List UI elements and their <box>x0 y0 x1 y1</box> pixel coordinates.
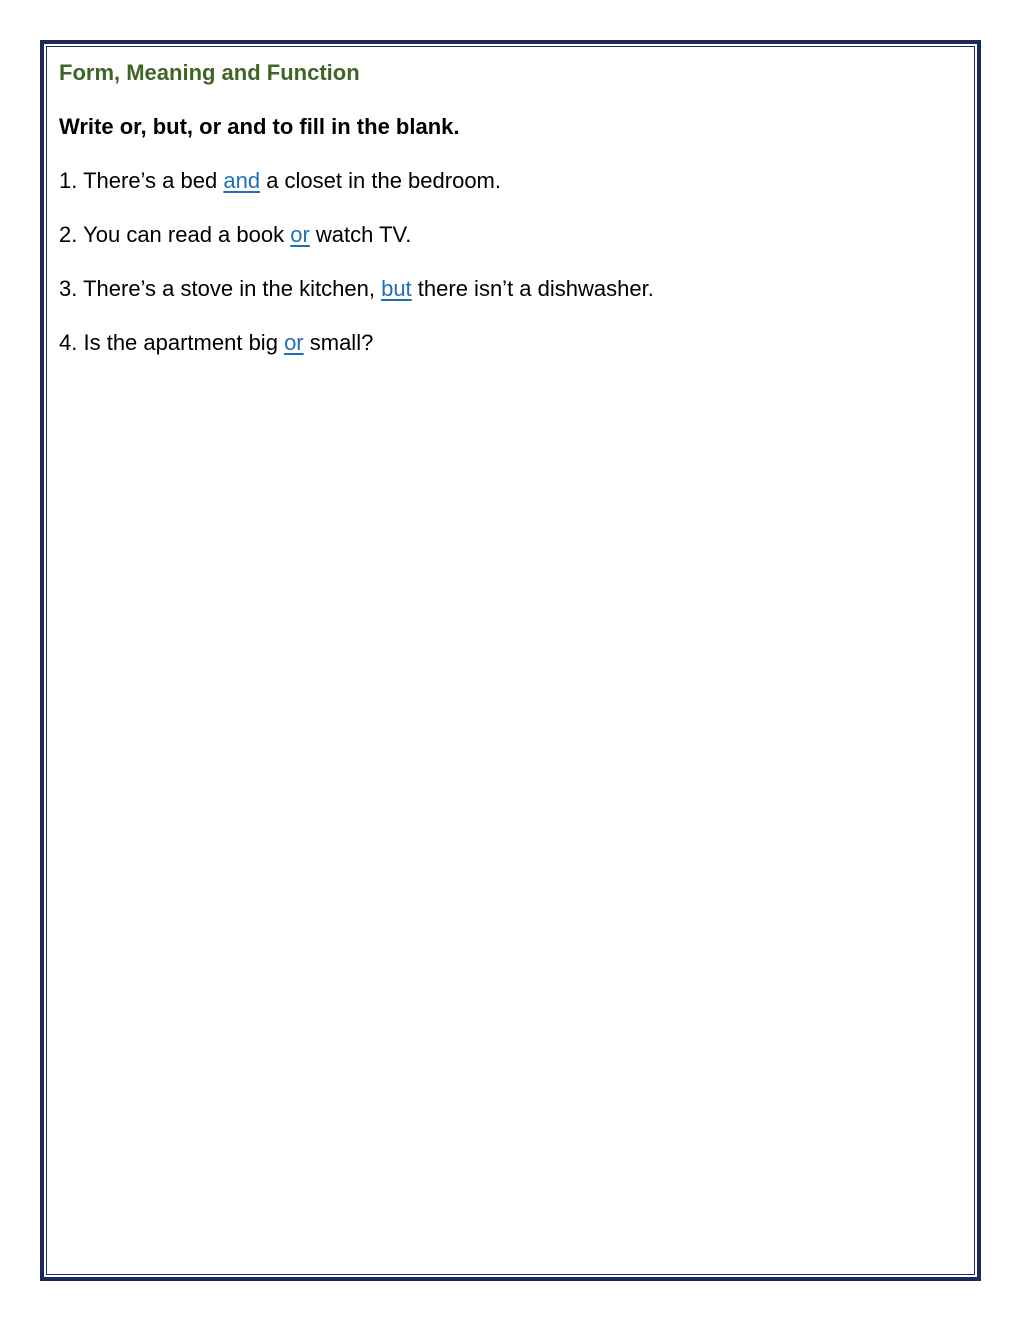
exercise-item-2 <box>59 220 959 250</box>
answer-blank[interactable]: or <box>284 330 304 355</box>
item-text-after: watch TV. <box>315 222 412 247</box>
item-text-before: You can read a book <box>83 222 285 247</box>
exercise-item-4 <box>59 328 959 358</box>
item-text-after: there isn’t a dishwasher. <box>417 276 654 301</box>
item-number: 2. <box>59 222 78 247</box>
item-number: 4. <box>59 330 78 355</box>
item-number: 3. <box>59 276 78 301</box>
item-text-after: small? <box>309 330 374 355</box>
item-text-before: There’s a bed <box>83 168 218 193</box>
section-heading: Form, Meaning and Function <box>59 60 360 85</box>
answer-blank[interactable]: but <box>381 276 412 301</box>
answer-blank[interactable]: or <box>290 222 310 247</box>
item-number: 1. <box>59 168 78 193</box>
item-text-after: a closet in the bedroom. <box>266 168 501 193</box>
exercise-item-1 <box>59 166 959 196</box>
exercise-item-3 <box>59 274 959 304</box>
instruction-text: Write or, but, or and to fill in the blank. <box>59 114 460 139</box>
item-text-before: There’s a stove in the kitchen, <box>83 276 375 301</box>
answer-blank[interactable]: and <box>223 168 261 193</box>
item-text-before: Is the apartment big <box>83 330 278 355</box>
worksheet-content <box>59 58 959 358</box>
